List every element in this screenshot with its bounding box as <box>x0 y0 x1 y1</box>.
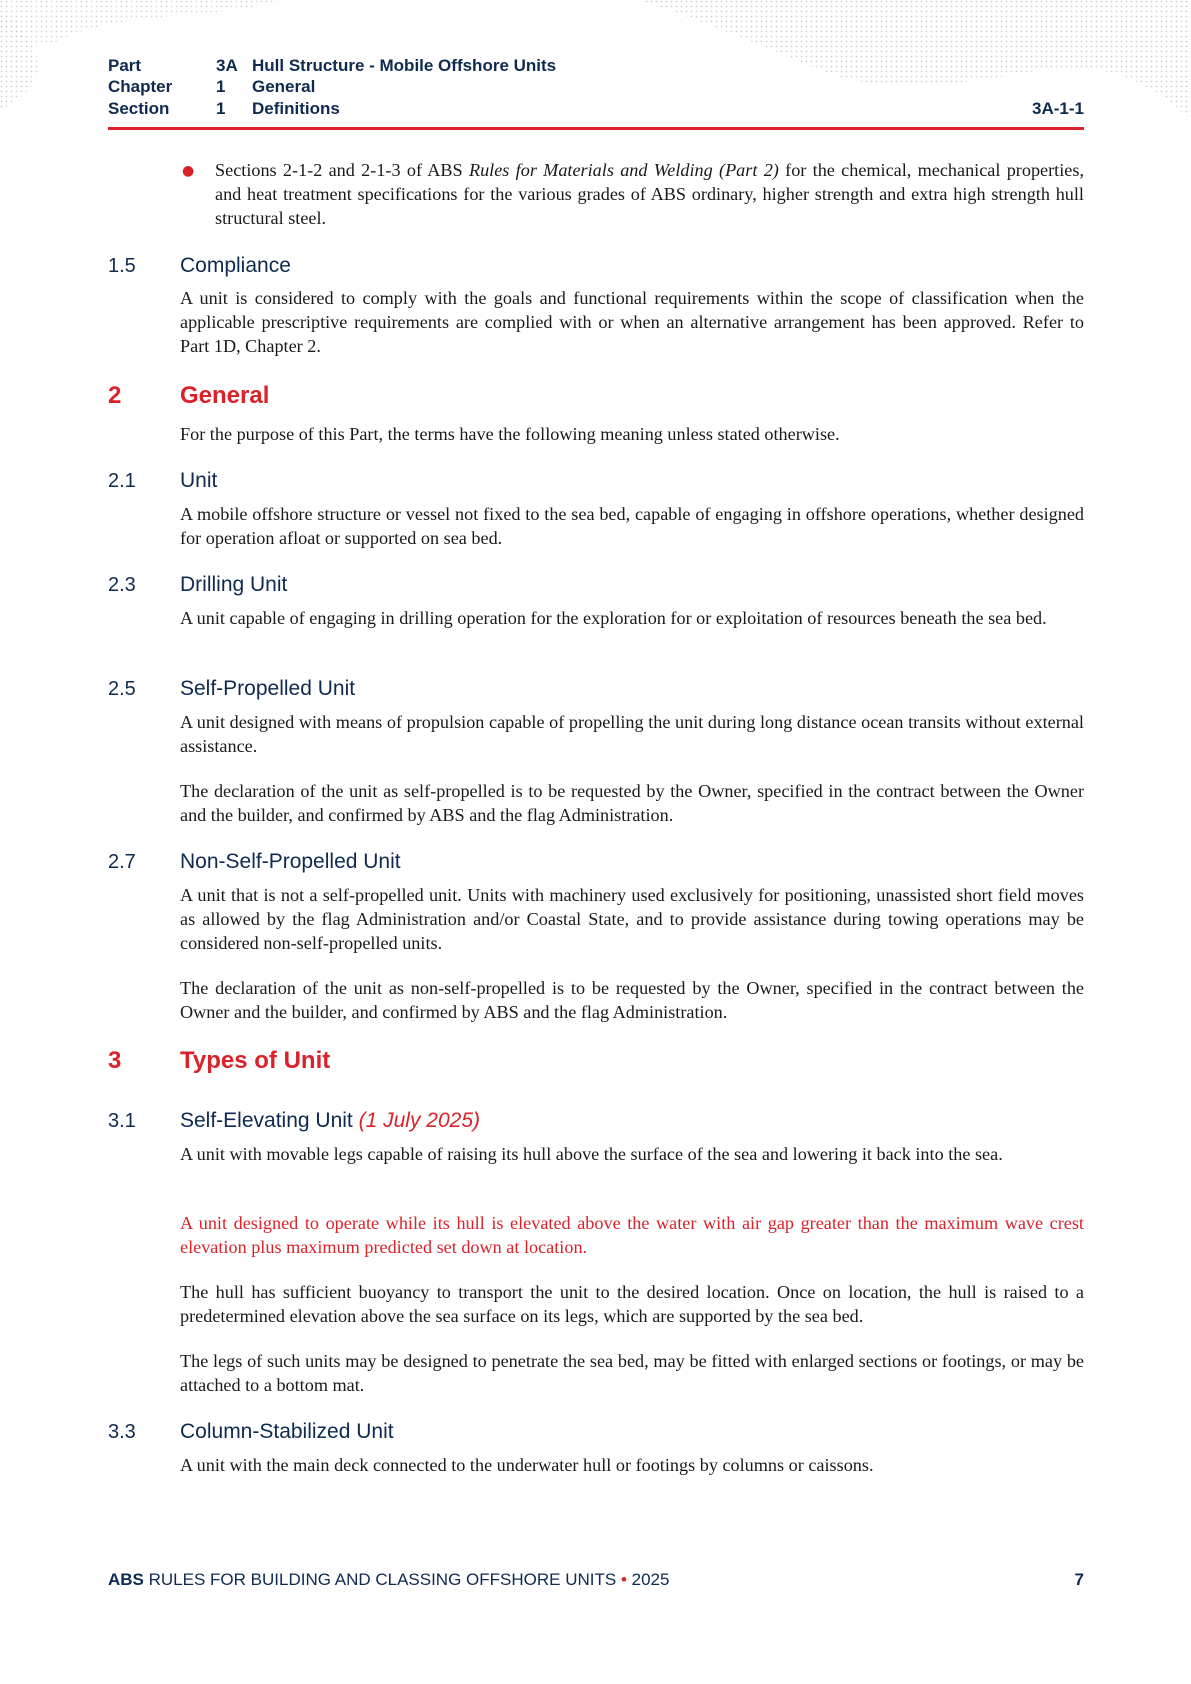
section-2-3-text: A unit capable of engaging in drilling operation for the exploration for or exploitation of resources beneath the sea bed. <box>180 608 1047 628</box>
page-number: 7 <box>1074 1570 1084 1589</box>
section-3-1-number: 3.1 <box>108 1110 136 1132</box>
footer-separator: • <box>620 1570 627 1589</box>
section-reference: 3A-1-1 <box>1032 99 1084 118</box>
amendment-close-paren: ) <box>473 1109 481 1132</box>
section-2-5-text-1: A unit designed with means of propulsion capable of propelling the unit during long distance ocean transits without external assistance. <box>180 712 1084 756</box>
section-3-1-text-1: A unit with movable legs capable of raising its hull above the surface of the sea and lowering it back into the sea. <box>180 1144 1003 1164</box>
header-rule <box>108 127 1084 130</box>
footer <box>108 1570 1084 1590</box>
section-2-7-text-1: A unit that is not a self-propelled unit. Units with machinery used exclusively for positioning, unassisted short field moves as allowed by the flag Administration and/or Coastal State, and to provide assistance during towing operations may be considered non-self-propelled units. <box>180 885 1084 953</box>
section-3-1-text-2-amended: A unit designed to operate while its hull is elevated above the water with air gap greater than the maximum wave crest elevation plus maximum predicted set down at location. <box>180 1213 1084 1257</box>
section-2-intro: For the purpose of this Part, the terms have the following meaning unless stated otherwise. <box>180 424 840 444</box>
section-title: Definitions <box>252 99 340 118</box>
section-3-3-number: 3.3 <box>108 1421 136 1443</box>
footer-title: RULES FOR BUILDING AND CLASSING OFFSHORE UNITS <box>143 1570 621 1589</box>
bullet-icon: ● <box>182 163 195 179</box>
section-3-1-text-3: The hull has sufficient buoyancy to transport the unit to the desired location. Once on location, the hull is raised to a predetermined elevation above the sea surface on its legs, which are supported by the sea bed. <box>180 1282 1084 1326</box>
heading-3-title: Types of Unit <box>180 1047 331 1074</box>
section-2-1-number: 2.1 <box>108 470 136 492</box>
section-2-5-text-2: The declaration of the unit as self-propelled is to be requested by the Owner, specified in the contract between the Owner and the builder, and confirmed by ABS and the flag Administration. <box>180 781 1084 825</box>
part-title: Hull Structure - Mobile Offshore Units <box>252 56 557 75</box>
section-2-3-title: Drilling Unit <box>180 573 288 596</box>
section-3-1-text-4: The legs of such units may be designed to penetrate the sea bed, may be fitted with enlarged sections or footings, or may be attached to a bottom mat. <box>180 1351 1084 1395</box>
section-2-1-title: Unit <box>180 469 218 492</box>
part-label: Part <box>108 56 142 75</box>
section-2-1-text: A mobile offshore structure or vessel not fixed to the sea bed, capable of engaging in offshore operations, whether designed for operation afloat or supported on sea bed. <box>180 504 1084 548</box>
rules-reference: Rules for Materials and Welding (Part 2) <box>468 160 779 180</box>
section-1-5-title: Compliance <box>180 254 291 277</box>
section-number: 1 <box>216 99 226 118</box>
section-2-7-text-2: The declaration of the unit as non-self-propelled is to be requested by the Owner, specified in the contract between the Owner and the builder, and confirmed by ABS and the flag Administration. <box>180 978 1084 1022</box>
part-number: 3A <box>216 56 238 75</box>
chapter-number: 1 <box>216 77 226 96</box>
chapter-title: General <box>252 77 316 96</box>
section-1-5-text: A unit is considered to comply with the goals and functional requirements within the scope of classification when the applicable prescriptive requirements are complied with or when an alternative arrangement has been approved. Refer to Part 1D, Chapter 2. <box>180 288 1084 356</box>
footer-year: 2025 <box>626 1570 670 1589</box>
section-3-1-title: Self-Elevating Unit (1 July 2025) <box>180 1109 481 1132</box>
header-wave-decoration <box>0 0 1191 130</box>
footer-brand: ABS <box>108 1570 144 1589</box>
amendment-date: 1 July 2025 <box>365 1109 474 1132</box>
section-label: Section <box>108 99 170 118</box>
heading-3-number: 3 <box>108 1047 122 1074</box>
section-3-3-text: A unit with the main deck connected to the underwater hull or footings by columns or caissons. <box>180 1455 874 1475</box>
section-2-5-number: 2.5 <box>108 678 136 700</box>
section-2-7-title: Non-Self-Propelled Unit <box>180 850 401 873</box>
section-2-7-number: 2.7 <box>108 851 136 873</box>
chapter-label: Chapter <box>108 77 173 96</box>
section-2-5-title: Self-Propelled Unit <box>180 677 356 700</box>
amendment-open-paren: ( <box>358 1109 366 1132</box>
section-3-3-title: Column-Stabilized Unit <box>180 1420 394 1443</box>
heading-2-title: General <box>180 382 270 409</box>
section-1-5-number: 1.5 <box>108 255 136 277</box>
heading-2-number: 2 <box>108 382 122 409</box>
bullet-text: Sections 2-1-2 and 2-1-3 of ABS Rules for Materials and Welding (Part 2) for the chemical, mechanical properties, and heat treatment specifications for the various grades of ABS ordinary, higher strength and extra high strength hull structural steel. <box>215 160 1084 228</box>
section-2-3-number: 2.3 <box>108 574 136 596</box>
